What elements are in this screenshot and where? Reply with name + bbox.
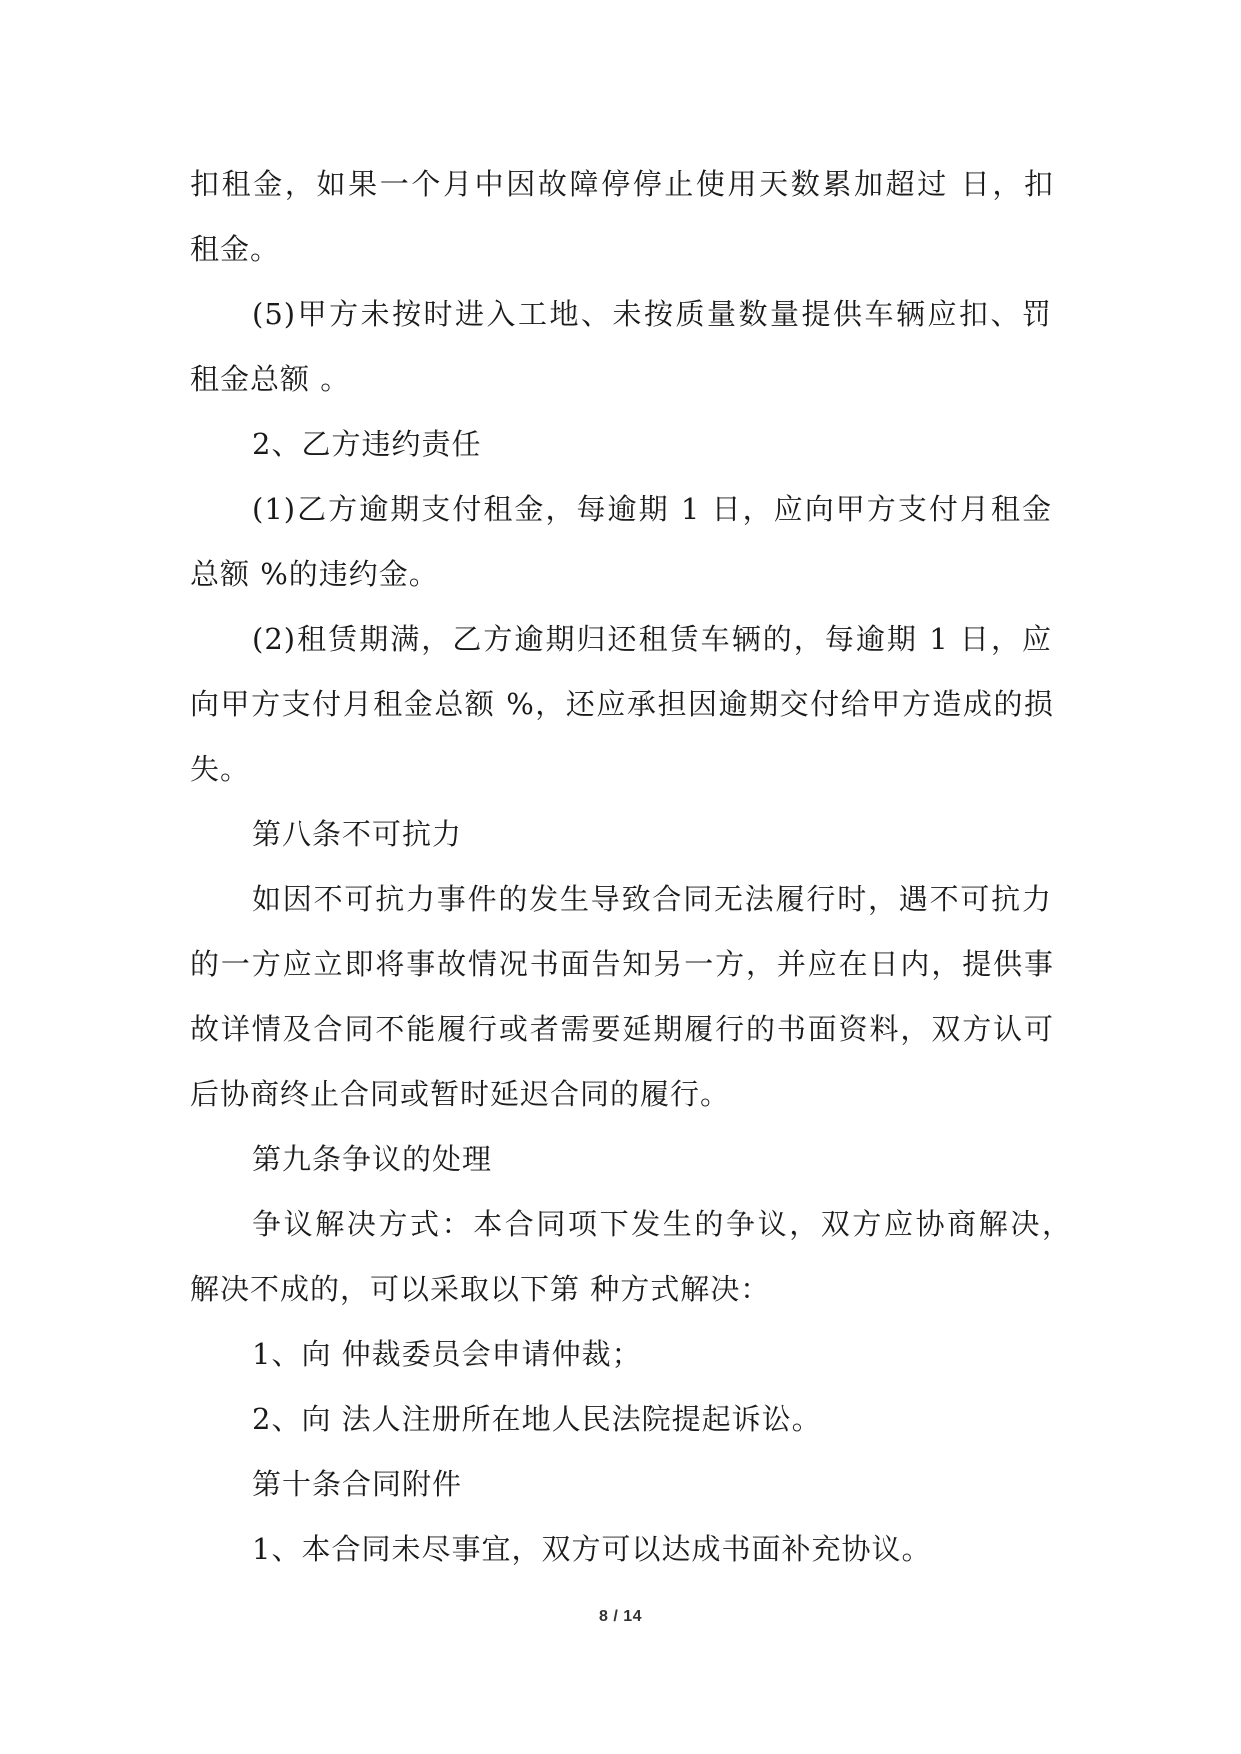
body-line: (1)乙方逾期支付租金，每逾期 1 日，应向甲方支付月租金 — [252, 492, 1052, 526]
body-line: 后协商终止合同或暂时延迟合同的履行。 — [190, 1077, 731, 1111]
body-line: 的一方应立即将事故情况书面告知另一方，并应在日内，提供事 — [190, 947, 1054, 981]
article-heading: 第八条不可抗力 — [252, 817, 463, 851]
list-item: 2、向 法人注册所在地人民法院提起诉讼。 — [252, 1402, 822, 1436]
body-line: 总额 %的违约金。 — [190, 557, 439, 591]
body-line: (2)租赁期满，乙方逾期归还租赁车辆的，每逾期 1 日，应 — [252, 622, 1052, 656]
body-line: 争议解决方式：本合同项下发生的争议，双方应协商解决， — [252, 1207, 1072, 1241]
body-line: 租金。 — [190, 232, 281, 266]
article-heading: 第十条合同附件 — [252, 1467, 463, 1501]
body-line: 租金总额 。 — [190, 362, 351, 396]
body-line: 故详情及合同不能履行或者需要延期履行的书面资料，双方认可 — [190, 1012, 1054, 1046]
list-item: 1、向 仲裁委员会申请仲裁； — [252, 1337, 642, 1371]
body-line: 如因不可抗力事件的发生导致合同无法履行时，遇不可抗力 — [252, 882, 1052, 916]
article-heading: 第九条争议的处理 — [252, 1142, 493, 1176]
list-item: 1、本合同未尽事宜，双方可以达成书面补充协议。 — [252, 1532, 932, 1566]
body-line: 向甲方支付月租金总额 %，还应承担因逾期交付给甲方造成的损 — [190, 687, 1054, 721]
body-line: (5)甲方未按时进入工地、未按质量数量提供车辆应扣、罚 — [252, 297, 1052, 331]
page-number: 8 / 14 — [598, 1608, 643, 1625]
body-line: 扣租金，如果一个月中因故障停停止使用天数累加超过 日，扣 — [190, 167, 1054, 201]
body-line: 解决不成的，可以采取以下第 种方式解决： — [190, 1272, 771, 1306]
body-line: 失。 — [190, 752, 251, 786]
section-heading: 2、乙方违约责任 — [252, 427, 482, 461]
